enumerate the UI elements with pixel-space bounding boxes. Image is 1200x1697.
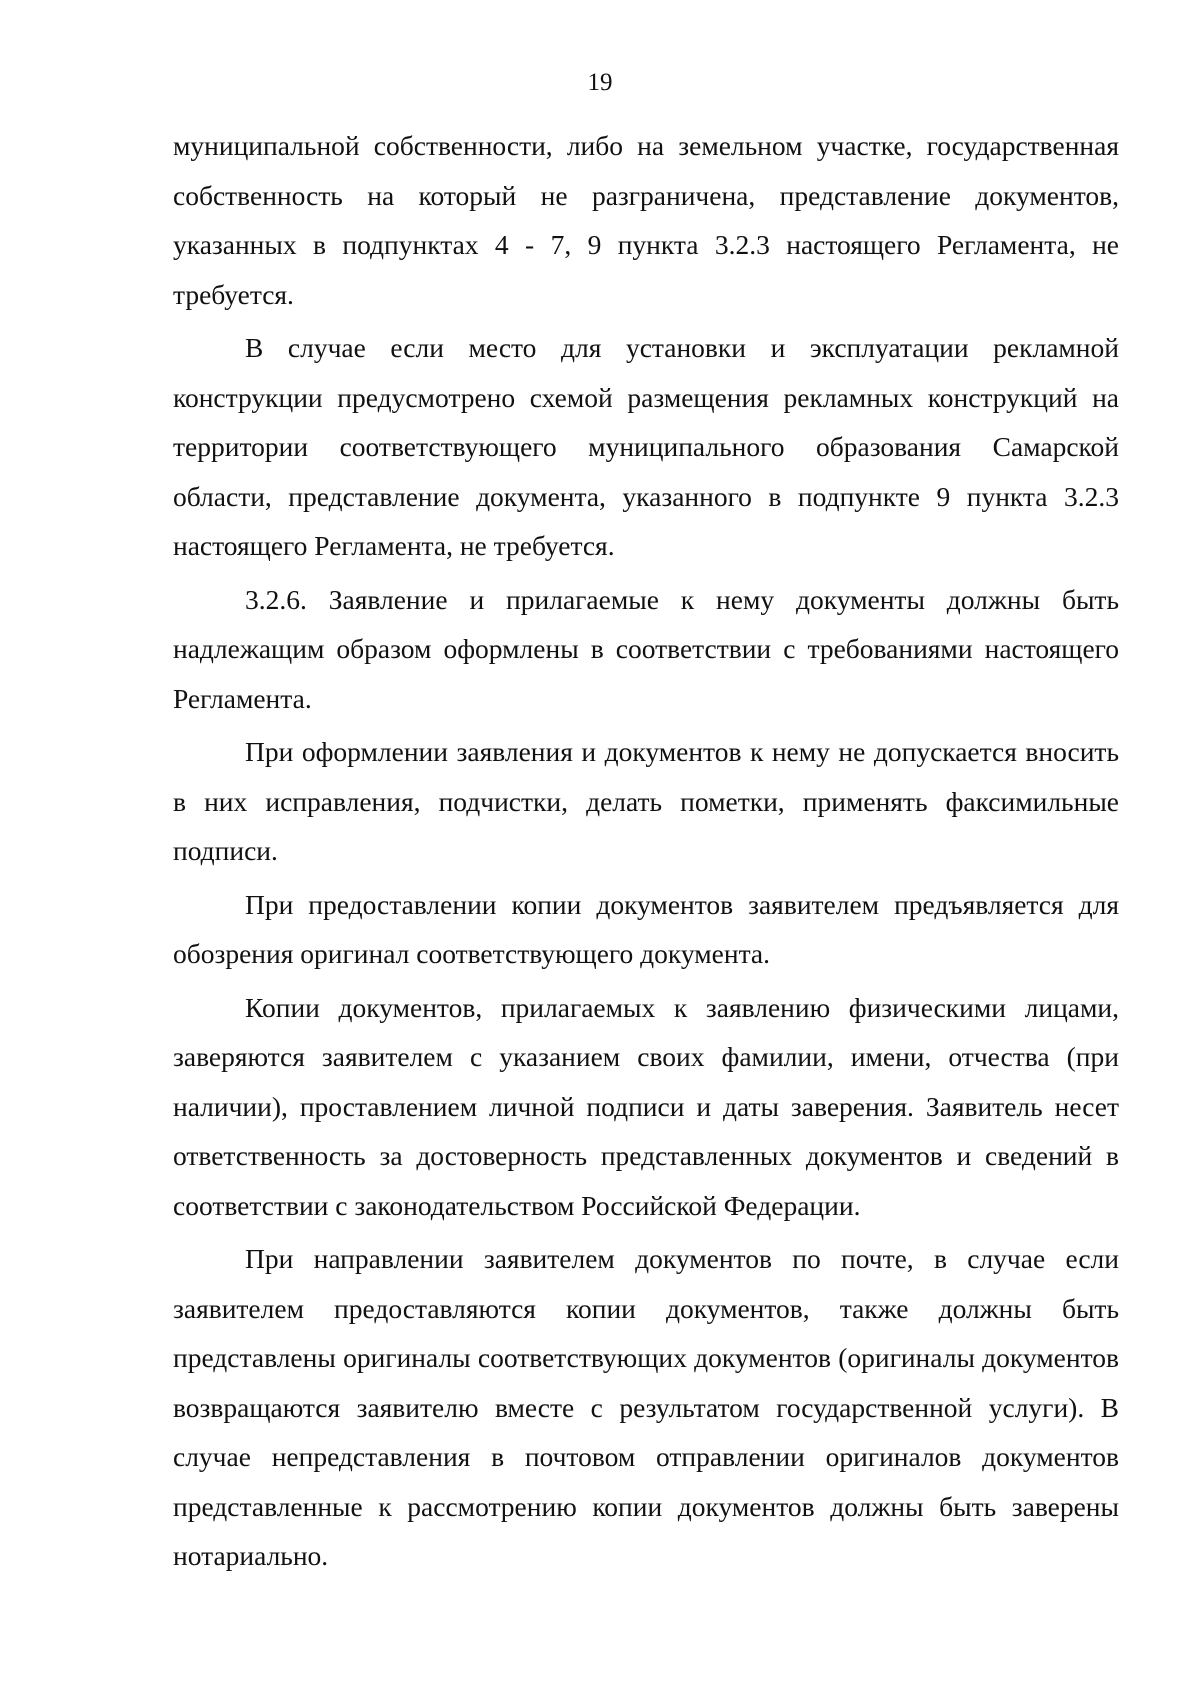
paragraph-3-2-6: 3.2.6. Заявление и прилагаемые к нему документы должны быть надлежащим образом оформлены в соответствии с требованиями настоящего Регламента. [173,583,1119,714]
page-number: 19 [587,69,613,96]
paragraph-postal-submission: При направлении заявителем документов по почте, в случае если заявителем предоставляются копии документов, также должны быть представлены оригиналы соответствующих документов (оригиналы документов возвращаются заявителю вместе с результатом государственной услуги). В случае непредставления в почтовом отправлении оригиналов документов представленные к рассмотрению копии документов должны быть заверены нотариально. [173,1243,1119,1571]
paragraph-copies-original: При предоставлении копии документов заявителем предъявляется для обозрения оригинал соответствующего документа. [173,888,1119,969]
paragraph-copies-certification: Копии документов, прилагаемых к заявлению физическими лицами, заверяются заявителем с указанием своих фамилии, имени, отчества (при наличии), проставлением личной подписи и даты заверения. Заявитель несет ответственность за достоверность представленных документов и сведений в соответствии с законодательством Российской Федерации. [173,991,1119,1221]
paragraph-continuation: муниципальной собственности, либо на земельном участке, государственная собственность на который не разграничена, представление документов, указанных в подпунктах 4 - 7, 9 пункта 3.2.3 настоящего Регламента, не требуется. [173,130,1119,310]
document-body [173,121,1119,1585]
paragraph-no-corrections: При оформлении заявления и документов к нему не допускается вносить в них исправления, подчистки, делать пометки, применять факсимильные подписи. [173,736,1119,866]
paragraph-advertising-placement: В случае если место для установки и эксплуатации рекламной конструкции предусмотрено схемой размещения рекламных конструкций на территории соответствующего муниципального образования Самарской области, представление документа, указанного в подпункте 9 пункта 3.2.3 настоящего Регламента, не требуется. [173,332,1119,561]
